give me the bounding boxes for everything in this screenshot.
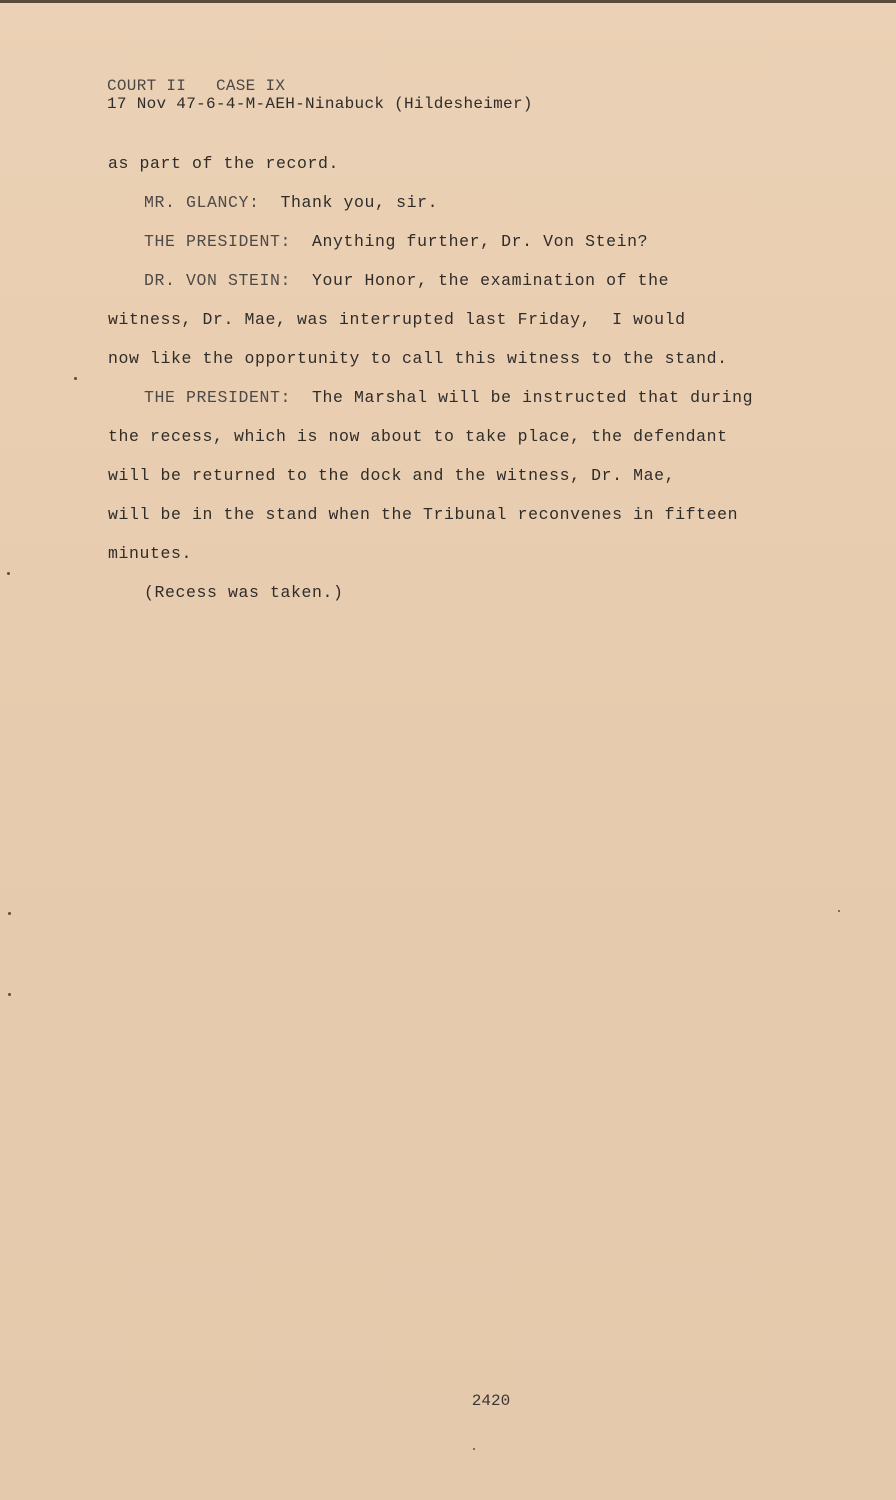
paper-speck <box>7 572 10 575</box>
line-text: as part of the record. <box>108 154 340 173</box>
transcript-line <box>108 503 848 542</box>
speaker-label: THE PRESIDENT: <box>144 232 292 251</box>
line-text: will be in the stand when the Tribunal reconvenes in fifteen <box>108 505 739 524</box>
document-header <box>107 77 533 113</box>
transcript-line <box>108 191 848 230</box>
page-top-edge <box>0 0 896 3</box>
transcript-line <box>108 347 848 386</box>
transcript-line <box>108 269 848 308</box>
paper-speck <box>8 912 11 915</box>
line-text: witness, Dr. Mae, was interrupted last Friday, I would <box>108 310 686 329</box>
line-text: will be returned to the dock and the witness, Dr. Mae, <box>108 466 676 485</box>
transcript-line <box>108 230 848 269</box>
transcript-line <box>108 152 848 191</box>
transcript-line <box>108 308 848 347</box>
transcript-line <box>108 425 848 464</box>
header-date-line: 17 Nov 47-6-4-M-AEH-Ninabuck (Hildesheimer) <box>107 95 533 113</box>
paper-speck <box>838 910 840 912</box>
speaker-label: THE PRESIDENT: <box>144 388 292 407</box>
line-text: The Marshal will be instructed that during <box>312 388 754 407</box>
transcript-line <box>108 464 848 503</box>
transcript-line <box>108 581 848 620</box>
line-text: minutes. <box>108 544 193 563</box>
transcript-body <box>108 152 848 620</box>
line-text: Your Honor, the examination of the <box>312 271 670 290</box>
court-label: COURT II <box>107 77 187 95</box>
header-court-case <box>107 77 533 95</box>
line-text: the recess, which is now about to take place, the defendant <box>108 427 728 446</box>
speaker-label: MR. GLANCY: <box>144 193 260 212</box>
paper-speck <box>8 993 11 996</box>
paper-speck <box>473 1448 475 1450</box>
line-text: Anything further, Dr. Von Stein? <box>312 232 649 251</box>
line-text: now like the opportunity to call this witness to the stand. <box>108 349 728 368</box>
transcript-line <box>108 542 848 581</box>
speaker-label: DR. VON STEIN: <box>144 271 292 290</box>
page-number: 2420 <box>471 1392 511 1410</box>
case-label: CASE IX <box>215 77 286 95</box>
line-text: (Recess was taken.) <box>144 583 344 602</box>
line-text: Thank you, sir. <box>280 193 439 212</box>
paper-speck <box>74 377 77 380</box>
transcript-line <box>108 386 848 425</box>
